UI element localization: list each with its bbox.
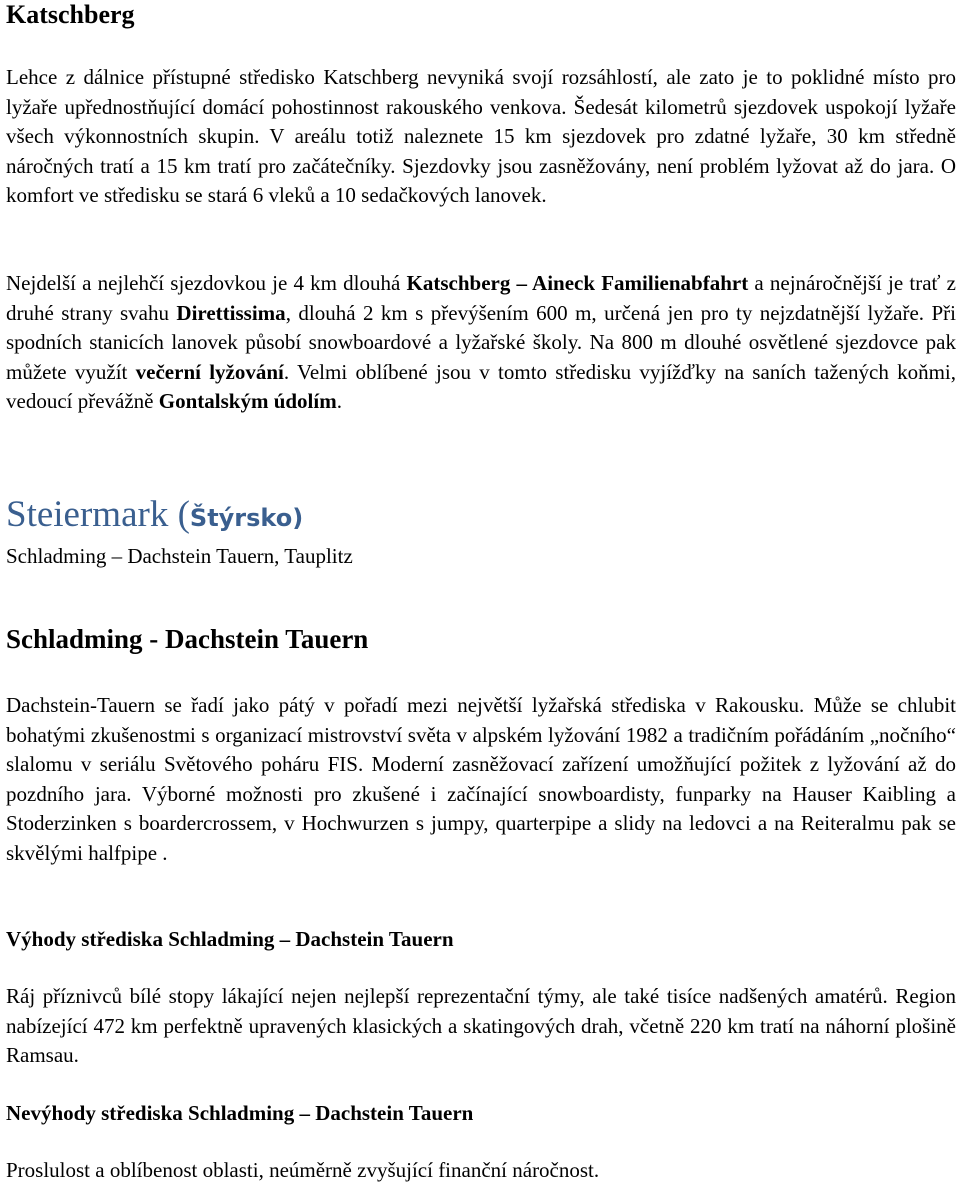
slope-name-direttissima: Direttissima [176, 300, 286, 325]
text-run: a nejnáročnější je trať z druhé strany svahu [6, 271, 956, 325]
cons-paragraph: Proslulost a oblíbenost oblasti, neúměrně zvyšující finanční náročnost. [6, 1158, 600, 1182]
steiermark-heading [6, 494, 303, 539]
text-run: Nejdelší a nejlehčí sjezdovkou je 4 km dlouhá [6, 271, 407, 295]
schladming-paragraph: Dachstein-Tauern se řadí jako pátý v pořadí mezi největší lyžařská střediska v Rakousku. Může se chlubit bohatými zkušenostmi s organizací mistrovství světa v alpském lyžování 1982 a tradičním pořádáním „nočního“ slalomu v seriálu Světového poháru FIS. Moderní zasněžovací zařízení umožňující požitek z lyžování až do pozdního jara. Výborné možnosti pro zkušené i začínající snowboardisty, funparky na Hauser Kaibling a Stoderzinken s boardercrossem, v Hochwurzen s jumpy, quarterpipe a slidy na ledovci a na Reiteralmu pak se skvělými halfpipe . [6, 693, 956, 865]
pros-paragraph: Ráj příznivců bílé stopy lákající nejen nejlepší reprezentační týmy, ale také tisíce nadšených amatérů. Region nabízející 472 km perfektně upravených klasických a skatingových drah, včetně 220 km tratí na náhorní plošině Ramsau. [6, 984, 956, 1067]
katschberg-paragraph-1: Lehce z dálnice přístupné středisko Katschberg nevyniká svojí rozsáhlostí, ale zato je to poklidné místo pro lyžaře upřednostňující domácí pohostinnost rakouského venkova. Šedesát kilometrů sjezdovek uspokojí lyžaře všech výkonnostních skupin. V areálu totiž naleznete 15 km sjezdovek pro zdatné lyžaře, 30 km středně náročných tratí a 15 km tratí pro začátečníky. Sjezdovky jsou zasněžovány, není problém lyžovat až do jara. O komfort ve středisku se stará 6 vleků a 10 sedačkových lanovek. [6, 65, 956, 207]
text-run: . [336, 389, 342, 413]
katschberg-heading: Katschberg [6, 0, 135, 29]
region-title-main: Steiermark ( [6, 494, 190, 535]
pros-heading: Výhody střediska Schladming – Dachstein Tauern [6, 927, 454, 951]
cons-heading: Nevýhody střediska Schladming – Dachstein Tauern [6, 1101, 474, 1125]
text-run: , dlouhá 2 km s převýšením 600 m, určená jen pro ty nejzdatnější lyžaře. Při spodních stanicích lanovek působí snowboardové a lyžařské školy. Na 800 m dlouhé osvětlené sjezdovce pak můžete využít [6, 300, 956, 384]
steiermark-subtitle: Schladming – Dachstein Tauern, Tauplitz [6, 544, 353, 568]
slope-name-familienabfahrt: Katschberg – Aineck Familienabfahrt [406, 271, 749, 295]
text-run: . Velmi oblíbené jsou v tomto středisku vyjížďky na saních tažených koňmi, vedoucí převážně [6, 359, 957, 413]
katschberg-paragraph-2 [6, 269, 956, 417]
gontal-valley-label: Gontalským údolím [158, 389, 337, 413]
schladming-heading: Schladming - Dachstein Tauern [6, 624, 369, 654]
region-title-sub: Štýrsko) [189, 504, 304, 532]
evening-skiing-label: večerní lyžování [135, 359, 284, 384]
